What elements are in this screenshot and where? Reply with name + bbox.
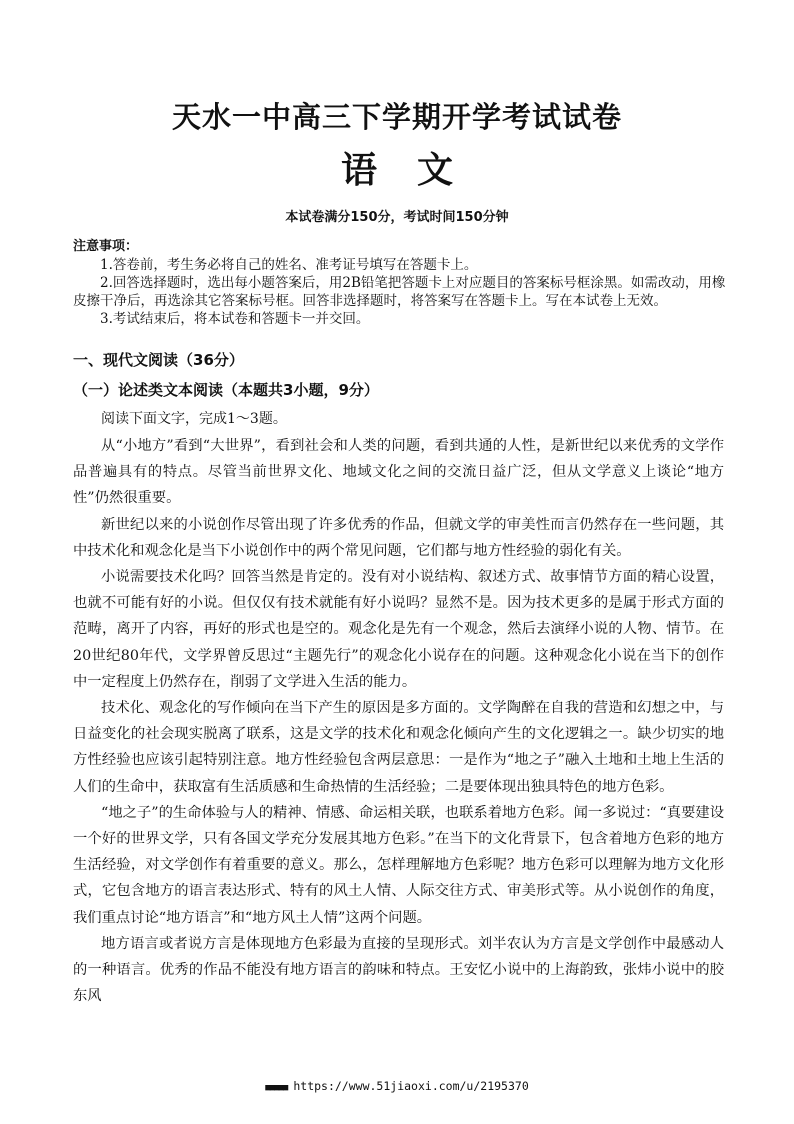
passage-paragraph: “地之子”的生命体验与人的精神、情感、命运相关联，也联系着地方色彩。闻一多说过：“真要建设一个好的世界文学，只有各国文学充分发展其地方色彩。”在当下的文化背景下，包含着地方色彩的地方生活经验，对文学创作有着重要的意义。那么，怎样理解地方色彩呢？地方色彩可以理解为地方文化形式，它包含地方的语言表达形式、特有的风土人情、人际交往方式、审美形式等。从小说创作的角度，我们重点讨论“地方语言”和“地方风土人情”这两个问题。: [73, 804, 724, 926]
passage-paragraph: 技术化、观念化的写作倾向在当下产生的原因是多方面的。文学陶醉在自我的营造和幻想之中，与日益变化的社会现实脱离了联系，这是文学的技术化和观念化倾向产生的文化逻辑之一。缺少切实的地方性经验也应该引起特别注意。地方性经验包含两层意思：一是作为“地之子”融入土地和土地上生活的人们的生命中，获取富有生活质感和生命热情的生活经验；二是要体现出独具特色的地方色彩。: [73, 700, 724, 795]
passage-paragraph: 新世纪以来的小说创作尽管出现了许多优秀的作品，但就文学的审美性而言仍然存在一些问题，其中技术化和观念化是当下小说创作中的两个常见问题，它们都与地方性经验的弱化有关。: [73, 516, 724, 559]
notice-heading: 注意事项：: [73, 239, 139, 254]
exam-title: 天水一中高三下学期开学考试试卷: [171, 100, 622, 134]
reading-passage: [73, 433, 724, 1009]
footer-mark: ■■■■■: [265, 1083, 288, 1093]
reading-instruction: 阅读下面文字，完成1～3题。: [101, 411, 287, 427]
notice-item: 1.答卷前，考生务必将自己的姓名、准考证号填写在答题卡上。: [100, 257, 478, 273]
passage-paragraph: 地方语言或者说方言是体现地方色彩最为直接的呈现形式。刘半农认为方言是文学创作中最感动人的一种语言。优秀的作品不能没有地方语言的韵味和特点。王安忆小说中的上海韵致，张炜小说中的胶东风: [73, 935, 724, 1005]
subject-char-1: 语: [340, 150, 377, 191]
footer-watermark: [0, 1078, 794, 1096]
notice-item: 3.考试结束后，将本试卷和答题卡一并交回。: [100, 311, 370, 327]
notice-item: 2.回答选择题时，选出每小题答案后，用2B铅笔把答题卡上对应题目的答案标号框涂黑。如需改动，用橡皮擦干净后，再选涂其它答案标号框。回答非选择题时，将答案写在答题卡上。写在本试卷上无效。: [73, 275, 726, 309]
passage-paragraph: 小说需要技术化吗？回答当然是肯定的。没有对小说结构、叙述方式、故事情节方面的精心设置，也就不可能有好的小说。但仅仅有技术就能有好小说吗？显然不是。因为技术更多的是属于形式方面的范畴，离开了内容，再好的形式也是空的。观念化是先有一个观念，然后去演绎小说的人物、情节。在20世纪80年代，文学界曾反思过“主题先行”的观念化小说存在的问题。这种观念化小说在当下的创作中一定程度上仍然存在，削弱了文学进入生活的能力。: [73, 569, 724, 690]
exam-info: 本试卷满分150分，考试时间150分钟: [285, 210, 509, 225]
footer-url[interactable]: https://www.51jiaoxi.com/u/2195370: [293, 1079, 529, 1093]
subject-char-2: 文: [417, 150, 454, 191]
notice-block: [73, 238, 733, 328]
subject-title: [0, 150, 794, 192]
passage-paragraph: 从“小地方”看到“大世界”，看到社会和人类的问题，看到共通的人性，是新世纪以来优秀的文学作品普遍具有的特点。尽管当前世界文化、地域文化之间的交流日益广泛，但从文学意义上谈论“地方性”仍然很重要。: [73, 438, 724, 507]
subsection-heading: （一）论述类文本阅读（本题共3小题，9分）: [73, 381, 379, 399]
section-heading: 一、现代文阅读（36分）: [73, 351, 244, 369]
